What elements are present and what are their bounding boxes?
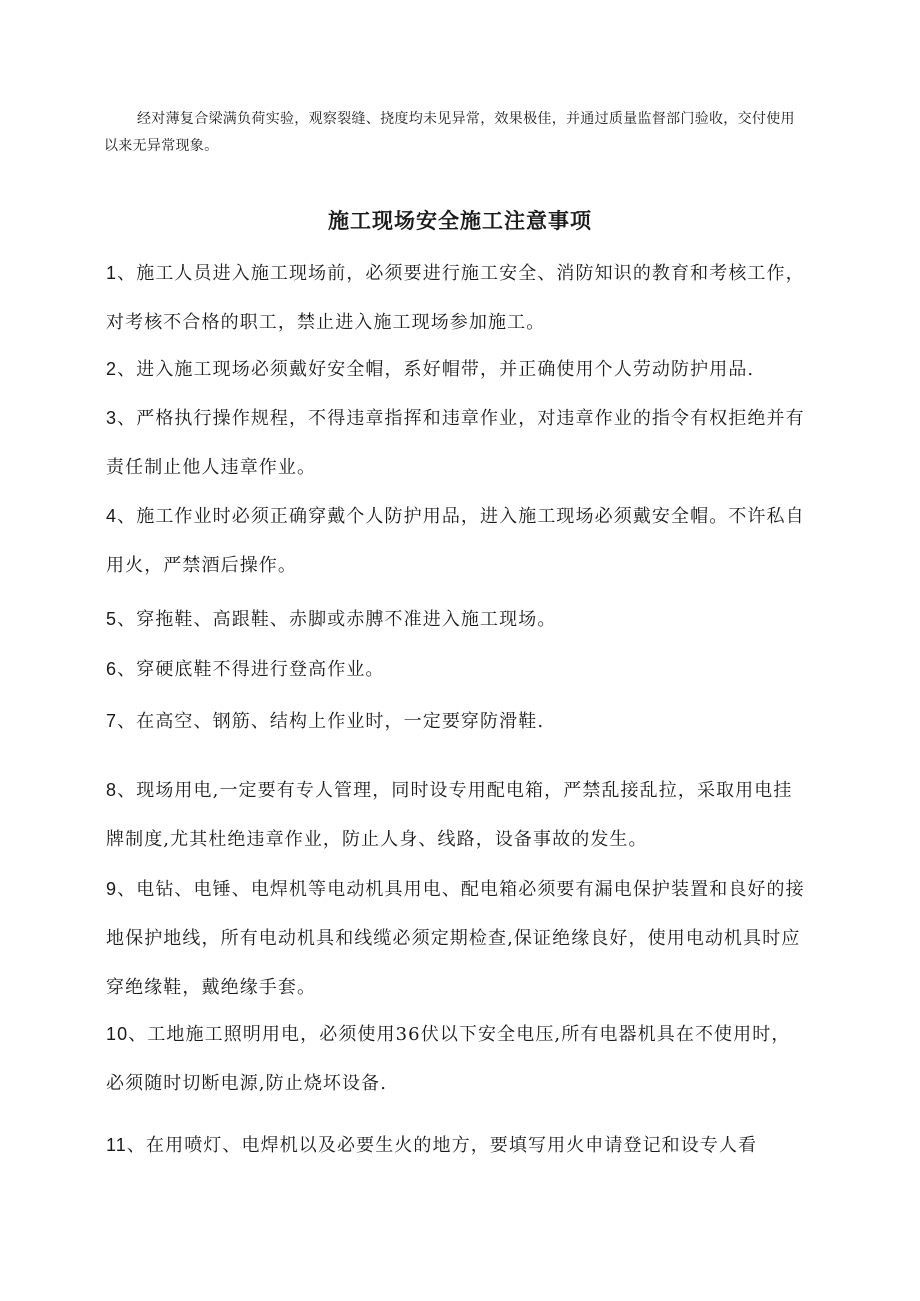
- list-item: [106, 394, 806, 492]
- item-number: 8: [106, 780, 118, 800]
- item-text: 、工地施工照明用电，必须使用36伏以下安全电压,所有电器机具在不使用时，必须随时切断电源,防止烧坏设备.: [106, 1024, 791, 1094]
- item-number: 9: [106, 879, 118, 899]
- item-text: 、在用喷灯、电焊机以及必要生火的地方，要填写用火申请登记和设专人看: [126, 1135, 758, 1156]
- list-item: [106, 345, 806, 394]
- item-number: 7: [106, 711, 118, 731]
- item-number: 5: [106, 609, 118, 629]
- item-text: 、严格执行操作规程，不得违章指挥和违章作业，对违章作业的指令有权拒绝并有责任制止他人违章作业。: [106, 408, 805, 478]
- item-text: 、电钻、电锤、电焊机等电动机具用电、配电箱必须要有漏电保护装置和良好的接地保护地线，所有电动机具和线缆必须定期检查,保证绝缘良好，使用电动机具时应穿绝缘鞋，戴绝缘手套。: [106, 879, 805, 998]
- list-item: [106, 645, 806, 694]
- item-text: 、现场用电,一定要有专人管理，同时设专用配电箱，严禁乱接乱拉，采取用电挂牌制度,尤其杜绝违章作业，防止人身、线路，设备事故的发生。: [106, 780, 793, 850]
- item-text: 、进入施工现场必须戴好安全帽，系好帽带，并正确使用个人劳动防护用品.: [117, 359, 755, 380]
- list-item: [106, 1121, 806, 1170]
- item-number: 4: [106, 506, 118, 526]
- section-title: 施工现场安全施工注意事项: [328, 208, 592, 233]
- list-item: [106, 766, 806, 864]
- item-number: 2: [106, 359, 118, 379]
- list-item: [106, 865, 806, 1012]
- item-number: 3: [106, 408, 118, 428]
- list-item: [106, 595, 806, 644]
- item-text: 、穿硬底鞋不得进行登高作业。: [117, 659, 385, 680]
- item-text: 、施工人员进入施工现场前，必须要进行施工安全、消防知识的教育和考核工作，对考核不合格的职工，禁止进入施工现场参加施工。: [106, 263, 805, 333]
- intro-paragraph: 经对薄复合梁满负荷实验，观察裂缝、挠度均未见异常，效果极佳，并通过质量监督部门验收，交付使用以来无异常现象。: [104, 111, 795, 154]
- item-number: 10: [106, 1024, 129, 1044]
- item-number: 11: [106, 1135, 127, 1155]
- item-number: 6: [106, 659, 118, 679]
- item-number: 1: [106, 263, 118, 283]
- item-text: 、施工作业时必须正确穿戴个人防护用品，进入施工现场必须戴安全帽。不许私自用火，严禁酒后操作。: [106, 506, 805, 576]
- list-item: [106, 1010, 806, 1108]
- list-item: [106, 697, 806, 746]
- list-item: [106, 492, 806, 590]
- list-item: [106, 249, 806, 347]
- item-text: 、穿拖鞋、高跟鞋、赤脚或赤膊不准进入施工现场。: [117, 609, 557, 630]
- item-text: 、在高空、钢筋、结构上作业时，一定要穿防滑鞋.: [117, 711, 545, 732]
